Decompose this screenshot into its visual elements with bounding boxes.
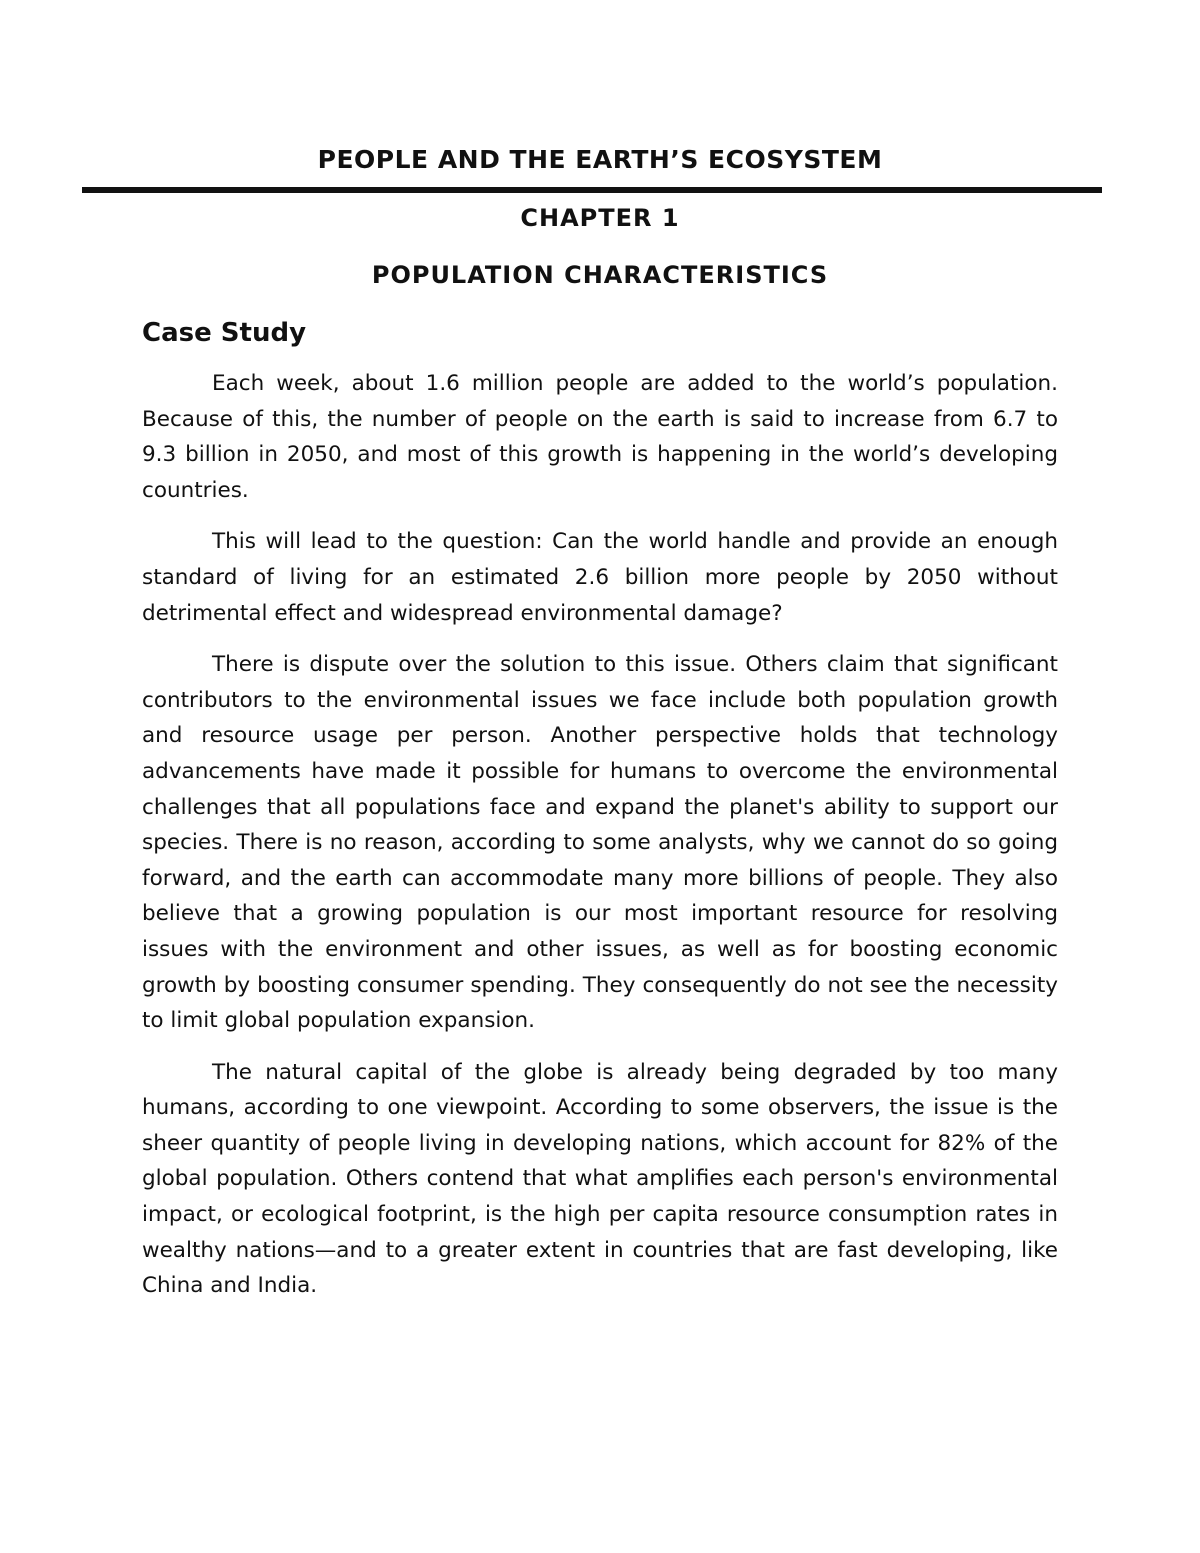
paragraph: This will lead to the question: Can the world handle and provide an enough standard of living for an estimated 2.6 billion more people by 2050 without detrimental effect and widespread environmental damage? [142, 529, 1058, 626]
paragraph: Each week, about 1.6 million people are added to the world’s population. Because of this, the number of people on the earth is said to increase from 6.7 to 9.3 billion in 2050, and most of this growth is happening in the world’s developing countries. [142, 371, 1058, 503]
document-title: PEOPLE AND THE EARTH’S ECOSYSTEM [317, 145, 883, 174]
case-study-body [142, 366, 1058, 1320]
chapter-title: POPULATION CHARACTERISTICS [371, 261, 829, 289]
title-divider [82, 187, 1102, 193]
section-heading: Case Study [142, 318, 307, 348]
paragraph: There is dispute over the solution to this issue. Others claim that significant contributors to the environmental issues we face include both population growth and resource usage per person. Another perspective holds that technology advancements have made it possible for humans to overcome the environmental challenges that all populations face and expand the planet's ability to support our species. There is no reason, according to some analysts, why we cannot do so going forward, and the earth can accommodate many more billions of people. They also believe that a growing population is our most important resource for resolving issues with the environment and other issues, as well as for boosting economic growth by boosting consumer spending. They consequently do not see the necessity to limit global population expansion. [142, 652, 1058, 1034]
paragraph: The natural capital of the globe is already being degraded by too many humans, according to one viewpoint. According to some observers, the issue is the sheer quantity of people living in developing nations, which account for 82% of the global population. Others contend that what amplifies each person's environmental impact, or ecological footprint, is the high per capita resource consumption rates in wealthy nations—and to a greater extent in countries that are fast developing, like China and India. [142, 1059, 1058, 1299]
chapter-number: CHAPTER 1 [520, 204, 680, 232]
